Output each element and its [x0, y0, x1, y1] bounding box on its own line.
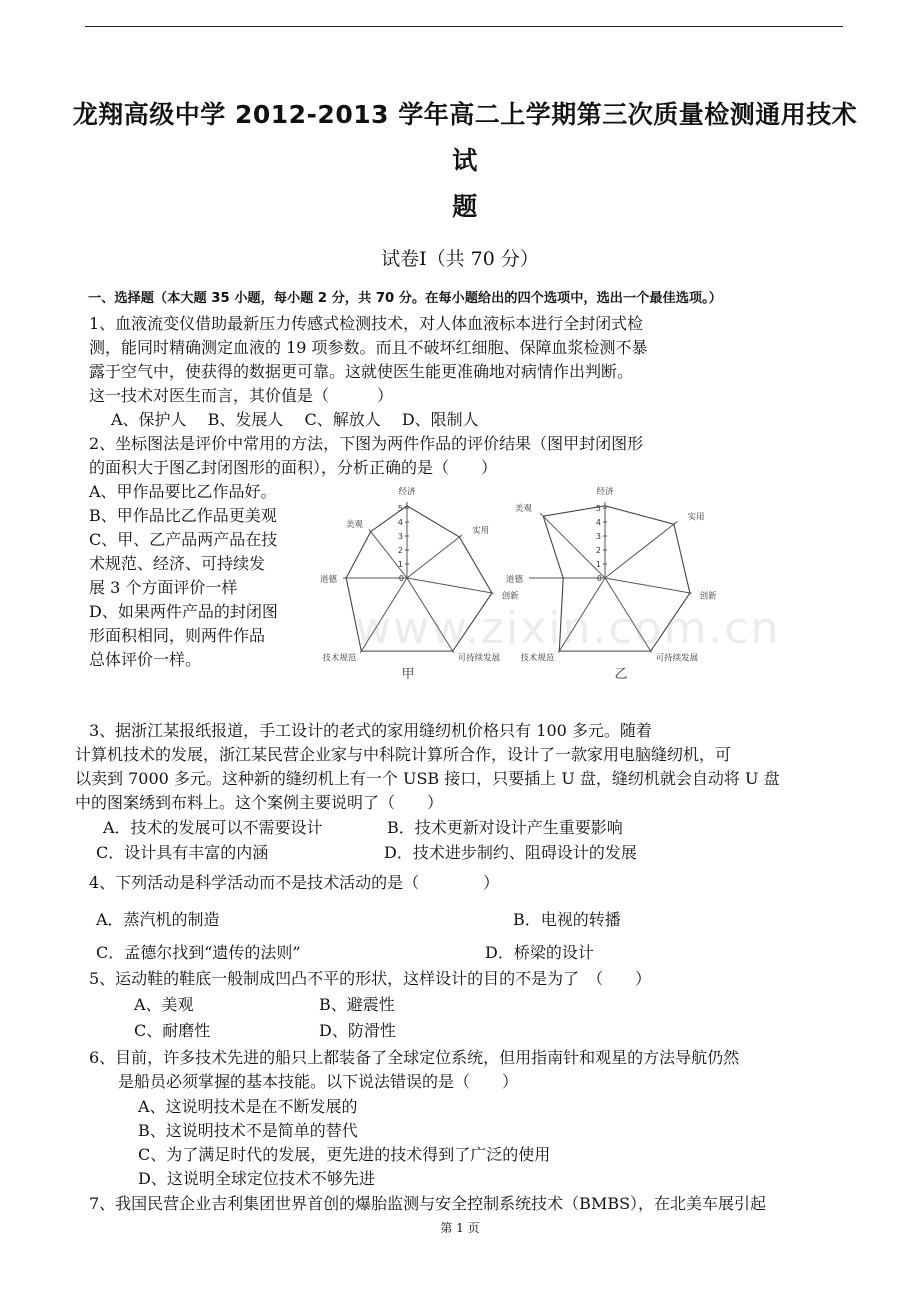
radar-axis	[407, 535, 462, 578]
q2-option-line: A、甲作品要比乙作品好。	[89, 482, 277, 501]
radar-axis-label: 可持续发展	[457, 653, 501, 664]
q6-stem-line: 是船员必须掌握的基本技能。以下说法错误的是（ ）	[118, 1072, 519, 1091]
radar-tick-label: 1	[397, 560, 403, 569]
q5-option-a: A、美观	[134, 995, 194, 1014]
radar-axis-label: 可持续发展	[655, 653, 699, 664]
q2-option-line: C、甲、乙产品两产品在技	[89, 530, 278, 549]
q5-stem: 5、运动鞋的鞋底一般制成凹凸不平的形状，这样设计的目的不是为了 （ ）	[89, 969, 652, 988]
q2-option-line: 术规范、经济、可持续发	[89, 554, 266, 573]
radar-axis-label: 道德	[319, 575, 337, 585]
radar-axis	[605, 578, 692, 593]
q1-stem-line: 1、血液流变仪借助最新压力传感式检测技术，对人体血液标本进行全封闭式检	[89, 314, 644, 333]
radar-tick-label: 2	[595, 546, 601, 555]
figure-label-yi: 乙	[614, 667, 628, 682]
q6-option-d: D、这说明全球定位技术不够先进	[138, 1169, 375, 1188]
radar-tick-label: 5	[595, 504, 601, 513]
q1-stem-line: 露于空气中，使获得的数据更可靠。这就使医生能更准确地对病情作出判断。	[89, 362, 634, 381]
radar-axis-label: 道德	[505, 575, 523, 585]
radar-axis	[407, 578, 494, 593]
radar-tick-label: 3	[397, 532, 403, 541]
q3-option-a: A．技术的发展可以不需要设计	[103, 818, 323, 837]
q4-option-a: A．蒸汽机的制造	[96, 910, 220, 929]
figure-label-jia: 甲	[401, 667, 415, 682]
radar-tick-label: 1	[595, 560, 601, 569]
q6-option-a: A、这说明技术是在不断发展的	[138, 1097, 358, 1116]
radar-axis-label: 美观	[345, 520, 363, 531]
section-heading: 一、选择题（本大题 35 小题，每小题 2 分，共 70 分。在每小题给出的四个选项中，选出一个最佳选项。）	[88, 291, 722, 306]
radar-tick-label: 3	[595, 532, 601, 541]
radar-axis-label: 创新	[699, 591, 717, 602]
q4-option-b: B．电视的转播	[513, 910, 621, 929]
radar-axis-label: 实用	[687, 512, 705, 523]
q3-stem-line: 中的图案绣到布料上。这个案例主要说明了（ ）	[75, 793, 444, 812]
radar-origin-label: 0	[398, 574, 404, 583]
q3-option-d: D．技术进步制约、阻碍设计的发展	[384, 843, 637, 862]
radar-axis-label: 美观	[514, 503, 532, 514]
radar-origin-label: 0	[596, 574, 602, 583]
q1-stem-line: 这一技术对医生而言，其价值是（ ）	[89, 386, 394, 405]
q1-stem-line: 测，能同时精确测定血液的 19 项参数。而且不破坏红细胞、保障血浆检测不暴	[89, 338, 648, 357]
radar-axis-label: 创新	[501, 591, 519, 602]
q3-option-b: B．技术更新对设计产生重要影响	[387, 818, 623, 837]
q3-stem-line: 计算机技术的发展，浙江某民营企业家与中科院计算所合作，设计了一款家用电脑缝纫机，可	[75, 745, 732, 764]
watermark: www.zixin.com.cn	[355, 603, 781, 654]
q3-stem-line: 3、据浙江某报纸报道，手工设计的老式的家用缝纫机价格只有 100 多元。随着	[89, 721, 652, 740]
paper-subtitle: 试卷Ⅰ（共 70 分）	[381, 248, 539, 270]
q2-option-line: D、如果两件产品的封闭图	[89, 602, 278, 621]
q2-option-line: 形面积相同，则两件作品	[89, 626, 266, 645]
radar-tick-label: 4	[397, 518, 403, 527]
q7-stem-line: 7、我国民营企业吉利集团世界首创的爆胎监测与安全控制系统技术（BMBS），在北美车展引起	[89, 1194, 767, 1213]
radar-tick-label: 2	[397, 546, 403, 555]
q2-stem-line: 的面积大于图乙封闭图形的面积），分析正确的是（ ）	[89, 458, 498, 477]
q2-option-line: 展 3 个方面评价一样	[89, 578, 238, 597]
radar-figure	[315, 482, 717, 692]
page-title	[70, 92, 860, 230]
radar-axis-label: 技术规范	[322, 653, 357, 664]
title-line-2: 题	[452, 192, 478, 221]
q6-option-b: B、这说明技术不是简单的替代	[138, 1121, 358, 1140]
q6-stem-line: 6、目前，许多技术先进的船只上都装备了全球定位系统，但用指南针和观星的方法导航仍然	[89, 1048, 740, 1067]
q5-option-d: D、防滑性	[319, 1021, 396, 1040]
q2-option-line: 总体评价一样。	[89, 650, 202, 669]
top-rule	[85, 26, 843, 27]
radar-axis-label: 技术规范	[520, 653, 555, 664]
radar-axis-label: 实用	[472, 525, 490, 536]
q4-option-c: C．孟德尔找到“遗传的法则”	[96, 943, 301, 962]
radar-axis	[605, 521, 677, 578]
radar-tick-label: 5	[397, 504, 403, 513]
q4-option-d: D．桥梁的设计	[485, 943, 594, 962]
q2-option-line: B、甲作品比乙作品更美观	[89, 506, 277, 525]
q3-stem-line: 以卖到 7000 多元。这种新的缝纫机上有一个 USB 接口，只要插上 U 盘，缝纫机就会自动将 U 盘	[75, 769, 780, 788]
q1-options: A、保护人 B、发展人 C、解放人 D、限制人	[111, 410, 479, 429]
title-line-1: 龙翔高级中学 2012-2013 学年高二上学期第三次质量检测通用技术试	[72, 100, 858, 175]
q2-stem-line: 2、坐标图法是评价中常用的方法，下图为两件作品的评价结果（图甲封闭图形	[89, 434, 644, 453]
q3-option-c: C．设计具有丰富的内涵	[96, 843, 269, 862]
radar-axis-label: 经济	[398, 487, 416, 497]
q5-option-b: B、避震性	[319, 995, 395, 1014]
radar-tick-label: 4	[595, 518, 601, 527]
q5-option-c: C、耐磨性	[134, 1021, 211, 1040]
radar-axis-label: 经济	[596, 487, 614, 497]
q4-stem: 4、下列活动是科学活动而不是技术活动的是（ ）	[89, 873, 500, 892]
page-number: 第 1 页	[440, 1221, 480, 1235]
q6-option-c: C、为了满足时代的发展，更先进的技术得到了广泛的使用	[138, 1145, 551, 1164]
